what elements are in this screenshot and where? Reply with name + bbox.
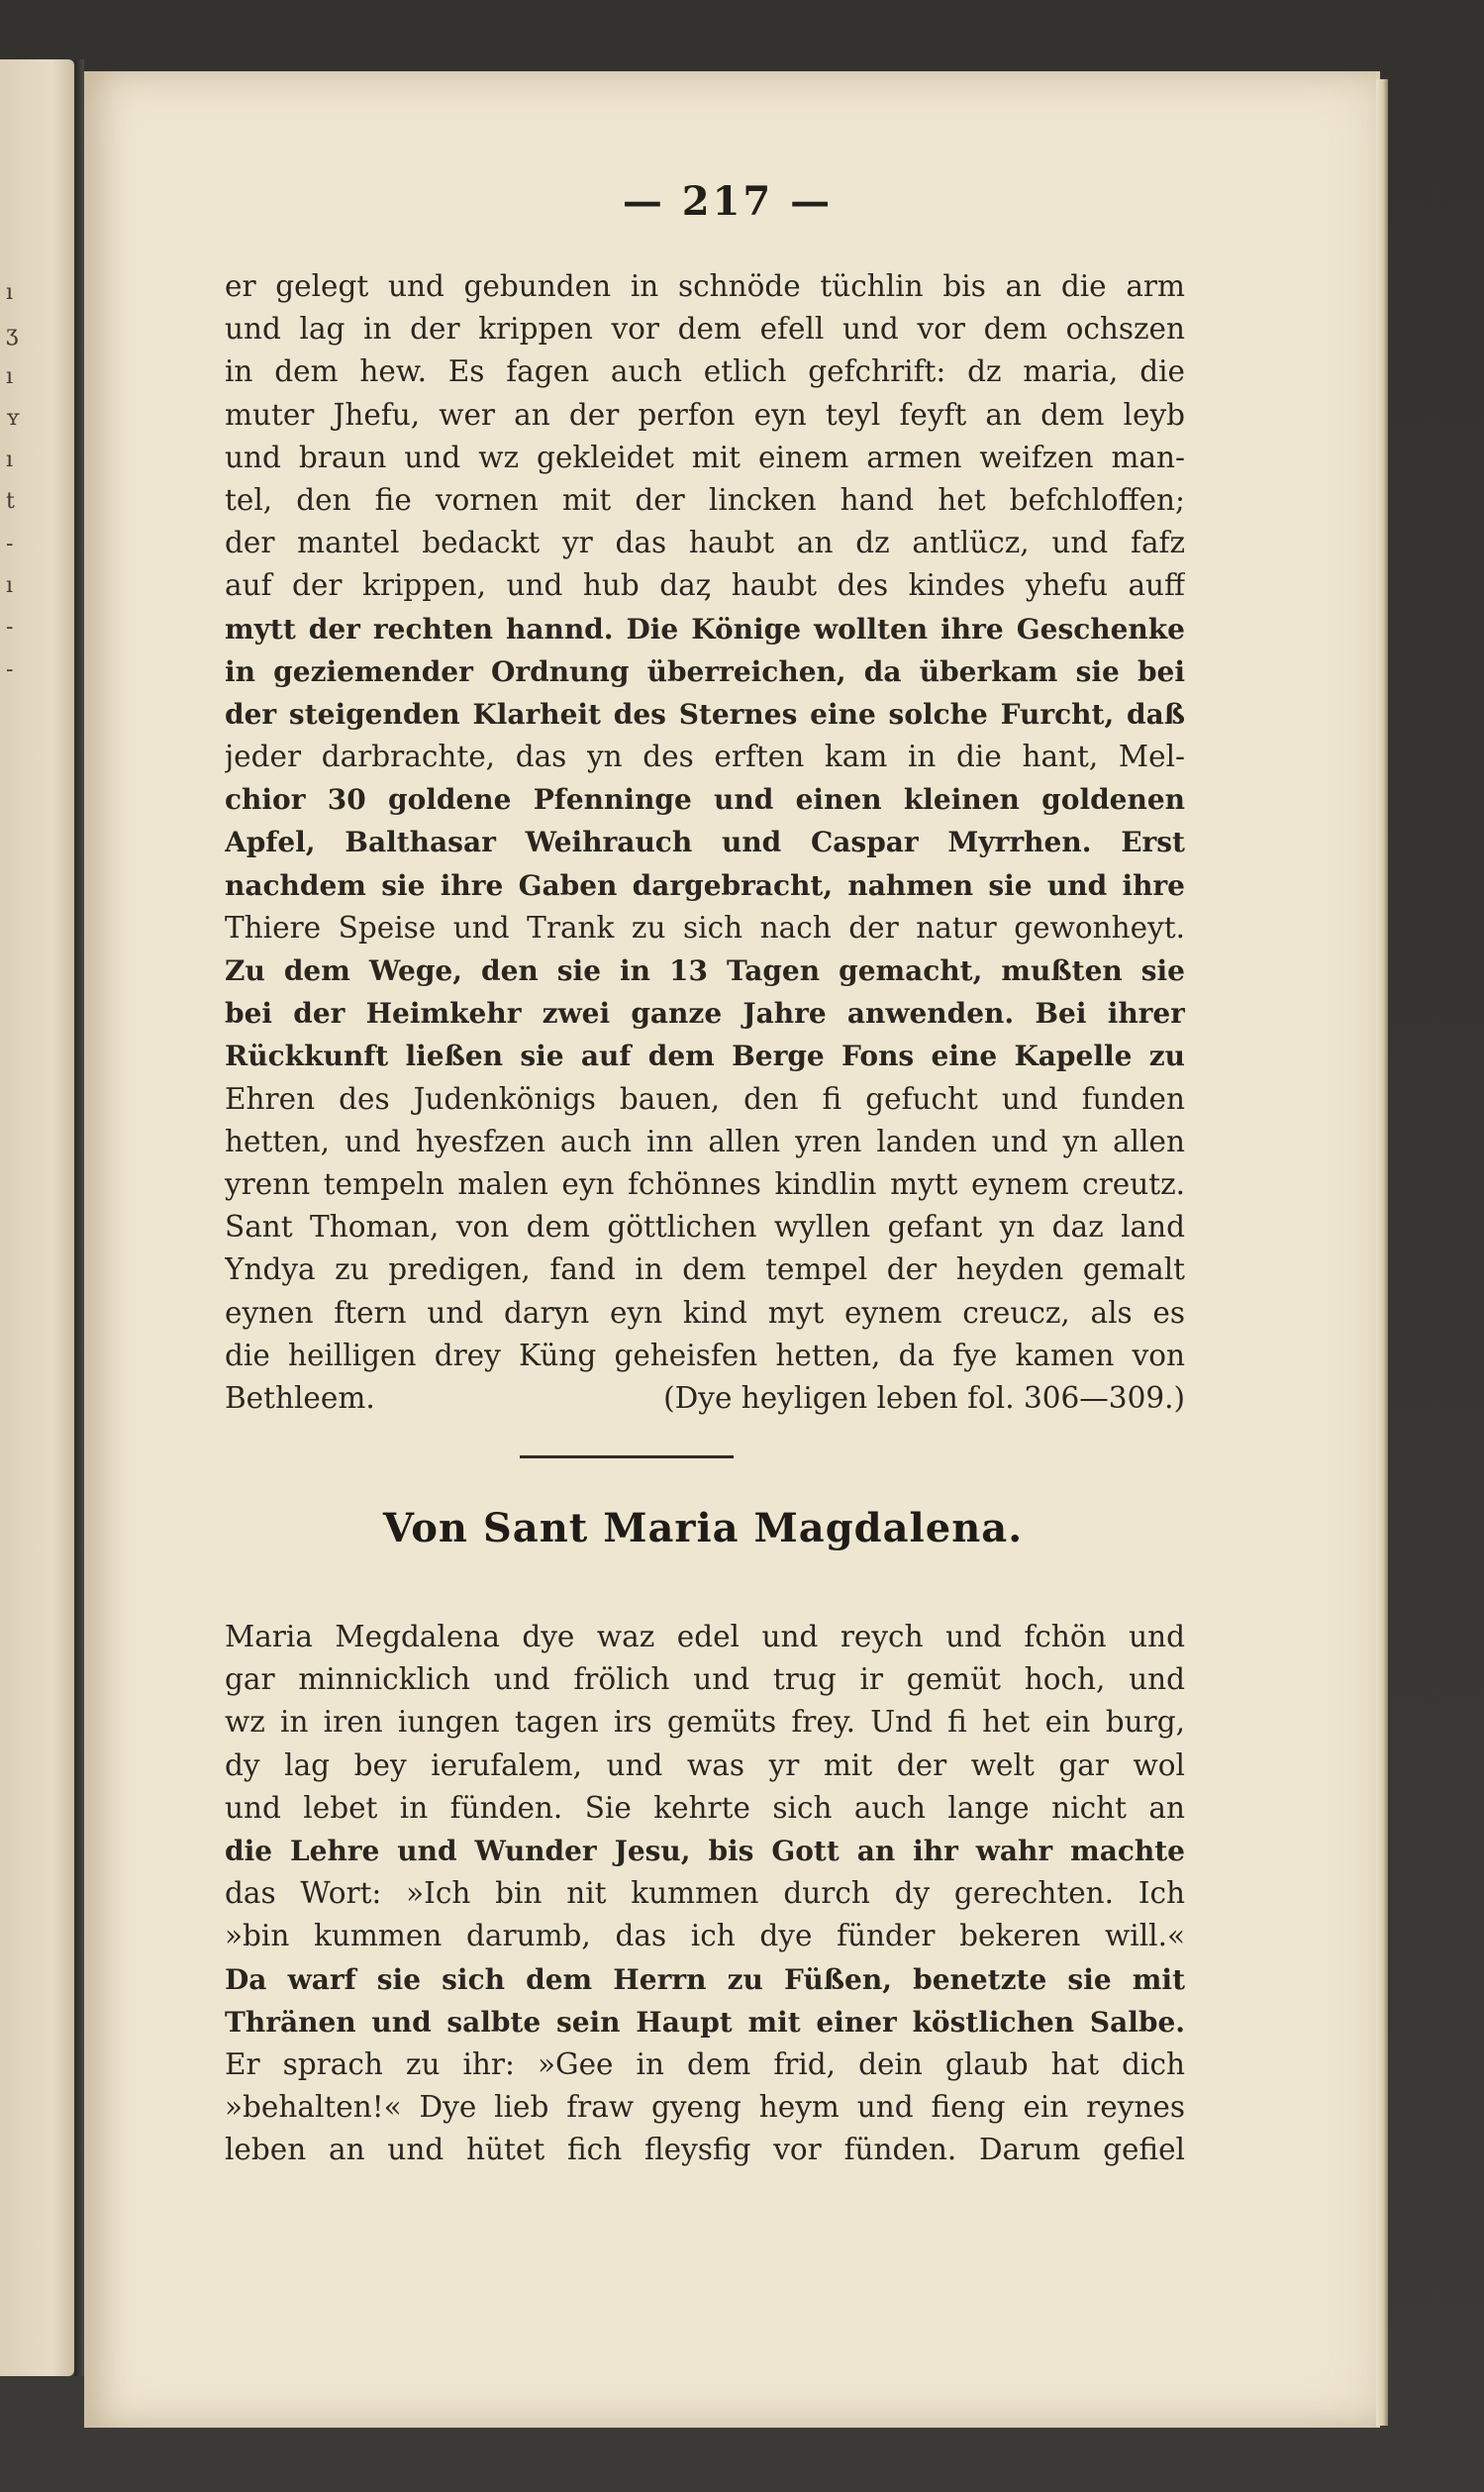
text-line: yrenn tempeln malen eyn fchönnes kindlin mytt eynem creutz. <box>225 1166 1185 1201</box>
margin-mark: ı <box>6 363 14 389</box>
text-line: Yndya zu predigen, fand in dem tempel der heyden gemalt <box>225 1252 1185 1287</box>
text-line: »bin kummen darumb, das ich dye fünder bekeren will.« <box>225 1919 1185 1953</box>
text-line: er gelegt und gebunden in schnöde tüchlin bis an die arm <box>225 269 1185 303</box>
text-line: Ehren des Judenkönigs bauen, den fi gefucht und funden <box>225 1081 1185 1116</box>
text-line: dy lag bey ierufalem, und was yr mit der welt gar wol <box>225 1747 1185 1782</box>
text-line: der steigenden Klarheit des Sternes eine solche Furcht, daß <box>225 697 1185 731</box>
text-line-final <box>225 1377 1185 1420</box>
text-line: die Lehre und Wunder Jesu, bis Gott an ihr wahr machte <box>225 1834 1185 1867</box>
text-block-kings <box>225 265 1185 1420</box>
text-line: leben an und hütet fich fleysfig vor fünden. Darum gefiel <box>225 2133 1185 2167</box>
page-edge <box>1376 79 1388 2426</box>
text-line: tel, den fie vornen mit der lincken hand het befchloffen; <box>225 482 1185 517</box>
text-line: die heilligen drey Küng geheisfen hetten, da fye kamen von <box>225 1338 1185 1372</box>
text-line: und lag in der krippen vor dem efell und vor dem ochszen <box>225 312 1185 347</box>
margin-mark: ʏ <box>6 405 21 431</box>
section-heading: Von Sant Maria Magdalena. <box>382 1505 1024 1551</box>
margin-mark: t <box>6 489 15 515</box>
margin-mark: - <box>6 531 14 556</box>
book-gutter <box>74 59 84 2376</box>
text-line: bei der Heimkehr zwei ganze Jahre anwenden. Bei ihrer <box>225 997 1185 1031</box>
text-line: Apfel, Balthasar Weihrauch und Caspar Myrrhen. Erst <box>225 826 1185 859</box>
margin-mark: - <box>6 615 14 641</box>
text-line: Thiere Speise und Trank zu sich nach der natur gewonheyt. <box>225 910 1185 945</box>
margin-mark: ı <box>6 448 14 473</box>
text-line: und lebet in fünden. Sie kehrte sich auch lange nicht an <box>225 1790 1185 1825</box>
text-line: Zu dem Wege, den sie in 13 Tagen gemacht, mußten sie <box>225 954 1185 987</box>
text-line: chior 30 goldene Pfenninge und einen kleinen goldenen <box>225 783 1185 817</box>
text-line: Sant Thoman, von dem göttlichen wyllen gefant yn daz land <box>225 1210 1185 1245</box>
text-line-end: Bethleem. <box>225 1380 375 1415</box>
text-line: auf der krippen, und hub daȥ haubt des kindes yhefu auff <box>225 568 1185 603</box>
text-line: Da warf sie sich dem Herrn zu Füßen, benetzte sie mit <box>225 1962 1185 1996</box>
margin-mark: ı <box>6 573 14 599</box>
margin-mark: ı <box>6 280 14 305</box>
text-line: muter Jhefu, wer an der perfon eyn teyl feyft an dem leyb <box>225 397 1185 432</box>
section-divider <box>520 1455 734 1458</box>
margin-mark: ʒ <box>6 322 19 348</box>
book-page <box>84 71 1380 2428</box>
text-line: hetten, und hyesfzen auch inn allen yren landen und yn allen <box>225 1124 1185 1158</box>
text-line: in geziemender Ordnung überreichen, da überkam sie bei <box>225 654 1185 688</box>
text-block-magdalena <box>225 1616 1185 2171</box>
page-number: — 217 — <box>622 178 834 225</box>
text-line: und braun und wz gekleidet mit einem armen weifzen man- <box>225 440 1185 474</box>
text-line: eynen ftern und daryn eyn kind myt eynem creucz, als es <box>225 1295 1185 1330</box>
text-line: wz in iren iungen tagen irs gemüts frey. Und fi het ein burg, <box>225 1705 1185 1740</box>
text-line: der mantel bedackt yr das haubt an dz antlücz, und fafz <box>225 526 1185 560</box>
text-line: jeder darbrachte, das yn des erften kam in die hant, Mel- <box>225 740 1185 774</box>
text-line: Maria Megdalena dye waz edel und reych und fchön und <box>225 1620 1185 1653</box>
text-line: gar minnicklich und frölich und trug ir gemüt hoch, und <box>225 1662 1185 1697</box>
text-line: »behalten!« Dye lieb fraw gyeng heym und fieng ein reynes <box>225 2090 1185 2125</box>
left-page-edge <box>0 59 74 2376</box>
left-margin-marks <box>6 272 26 691</box>
text-line: Thränen und salbte sein Haupt mit einer köstlichen Salbe. <box>225 2005 1185 2039</box>
text-line: das Wort: »Ich bin nit kummen durch dy gerechten. Ich <box>225 1876 1185 1911</box>
text-line: nachdem sie ihre Gaben dargebracht, nahmen sie und ihre <box>225 868 1185 902</box>
source-reference: (Dye heyligen leben fol. 306—309.) <box>663 1380 1185 1415</box>
text-line: mytt der rechten hannd. Die Könige wollten ihre Geschenke <box>225 612 1185 646</box>
margin-mark: - <box>6 656 14 682</box>
text-line: Rückkunft ließen sie auf dem Berge Fons eine Kapelle zu <box>225 1040 1185 1073</box>
text-line: Er sprach zu ihr: »Gee in dem frid, dein glaub hat dich <box>225 2046 1185 2081</box>
text-line: in dem hew. Es fagen auch etlich gefchrift: dz maria, die <box>225 354 1185 389</box>
